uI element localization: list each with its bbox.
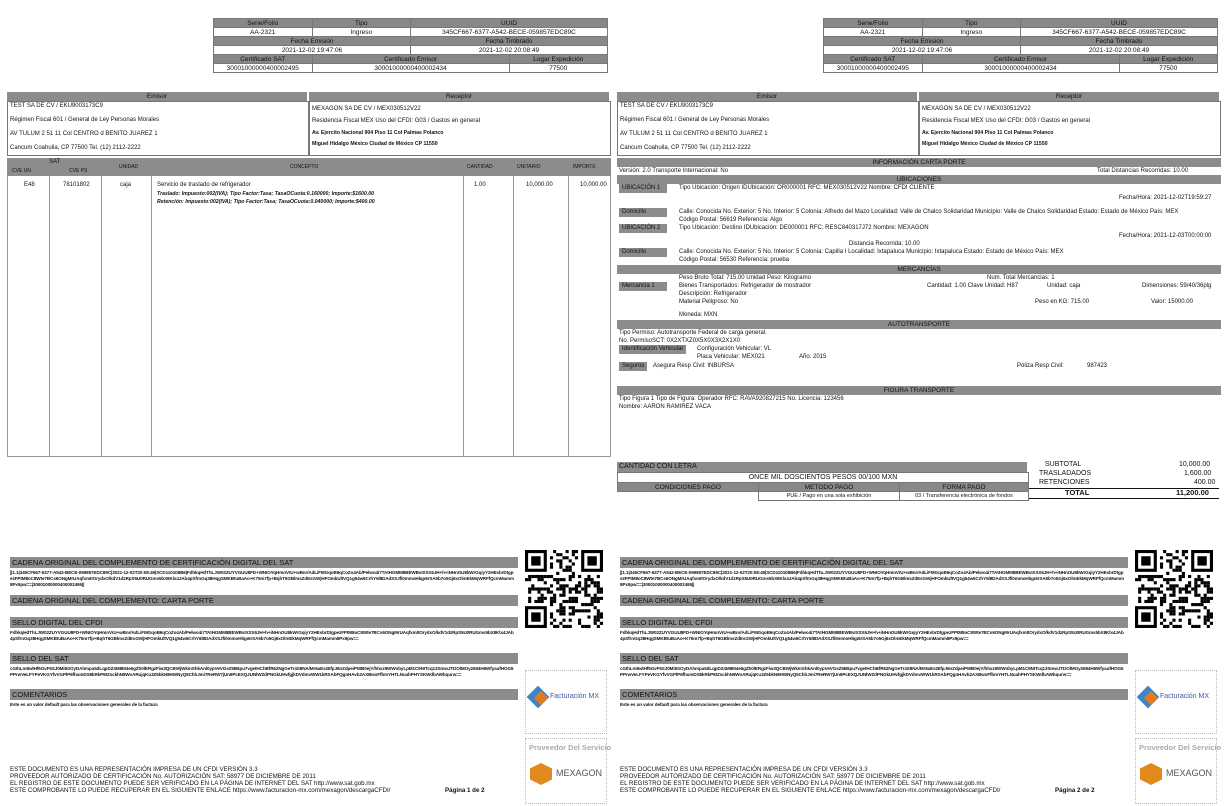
mercancias-title: MERCANCÍAS: [617, 265, 1221, 274]
cert-emisor-value: 30001000000400002434: [312, 64, 509, 73]
fecha-emision-value: 2021-12-02 19:47:06: [214, 46, 411, 55]
comentarios-title: COMENTARIOS: [620, 689, 1128, 700]
facturacion-logo-text: Facturación MX: [1160, 693, 1210, 700]
forma-value: 03 / Transferencia electrónica de fondos: [900, 492, 1029, 501]
placa: Placa Vehicular: MEX021: [697, 354, 765, 360]
row-cantidad: 1.00: [474, 182, 486, 188]
unitario-label: UNITARIO: [517, 164, 541, 170]
footer-line3: EL REGISTRO DE ESTE DOCUMENTO PUEDE SER VERIFICADO EN LA PÁGINA DE INTERNET DEL SAT http://www.sat.gob.mx: [620, 780, 985, 787]
autotransporte-title: AUTOTRANSPORTE: [617, 320, 1221, 329]
receptor-line3: Av. Ejercito Nacional 904 Piso 11 Col Palmas Polanco: [312, 130, 444, 136]
serie-label: Serie/Folio: [214, 19, 313, 28]
emisor-line2: Régimen Fiscal 601 / General de Ley Personas Morales: [620, 117, 770, 123]
proveedor-logo: [525, 738, 611, 804]
peso-kg: Peso en KG: 715.00: [1035, 299, 1090, 305]
fecha-emision-value: 2021-12-02 19:47:06: [824, 46, 1021, 55]
row-importe: 10,000.00: [580, 182, 607, 188]
emisor-line1: TEST SA DE CV / EKU9003173C9: [620, 103, 713, 109]
comentarios-text: Este es un valor default para las observaciones generales de la factura: [620, 702, 768, 707]
cadena-cp-title: CADENA ORIGINAL DEL COMPLEMENTO: CARTA PORTE: [10, 595, 518, 606]
domicilio1-label: Domicilio: [619, 208, 667, 217]
facturacion-logo-text: Facturación MX: [550, 693, 600, 700]
receptor-title: Receptor: [919, 92, 1219, 101]
sat-label: SAT: [49, 159, 61, 165]
fecha-emision-label: Fecha Emisión: [214, 37, 411, 46]
unidad-line: Unidad: caja: [1047, 283, 1081, 289]
emisor-line4: Cancum Coahuila, CP 77500 Tel. (12) 2112-2222: [10, 145, 141, 151]
uuid-value: 345CF667-6377-A542-BECE-059857EDC89C: [1021, 28, 1218, 37]
header-table: [213, 18, 608, 73]
receptor-line1: MEXAGON SA DE CV / MEX030512V22: [312, 106, 421, 112]
footer-line2: PROVEEDOR AUTORIZADO DE CERTIFICACIÓN No. AUTORIZACIÓN SAT: 58977 DE DICIEMBRE DE 2011: [620, 773, 926, 780]
cadena-text: ||1.1|345CF667-6377-A542-BECE-059857EDC89C|2021-12-02T20:08:49|SCD110108B6|FdhkqHdThLJW02ZUYVGUU8FD+WNIOYqHmnVrU+wBnr/AdLiFMGqoB6qCoZo4Ab/Pelwo4i7TAtHGMM8BEWBvIXSX6JH+h+iNHnOU8kWrGqiyY2HEsbrDtgpezFPtM8oC8Wte7BCs6ONgMrUAqfxmItOrydxO/kdV1dzRpS5U0RUGms5bX8Klx4JAb4pSfrnGq38HqgSMKBtuBaAo+K75m7fp+BqhT6GBlmsZdEsGWjHFOmkUltVQ1g54w6CrhY6l8DAdXSJfi0mmoHlqp6rSA5b7o5Gj6xOlmEkMqWRFfQcmMamm8Px9pw==|30001000000400002495||: [10, 570, 515, 587]
valor: Valor: 15000.00: [1151, 299, 1193, 305]
retenciones-label: RETENCIONES: [1039, 479, 1090, 486]
sello-sat-text: cGIhLm8wlHf6GvF6SJ0Mi5SOyDAhmpa5dLqpDZ4M8M4e6gZh0lERgzFiw3QCBWjWkmShkAnl0ypVeVGsZ5B6pu7vgetHChBfR62NgGeTr4S8NA/Mr6aEs2IIfpJ6nZdpeiPWB0ejY/hhxz9WWnbyLpM1C9NITcq13SmwJTDOlMOy2694H6WfyaufHOG5PPrwVeLFYPeVKGYfvVGPlP6fhumDS8kRkP6tZsckhN8WvARujqKu3Z6bkN8HWNyQ5ChhJmi7ReRW7jUn9PcEXQJUNlWZdPNGkUHvfgjkDVdmvWW1kRSAbFQgnHAvb2AXBwxFfbmYHTLNuahPHYSKWdbAWbqurw==: [620, 666, 1124, 677]
cve-ps-label: CVE PS: [69, 168, 88, 174]
row-concepto: Servicio de traslado de refrigerador: [157, 182, 251, 188]
total-value: 11,200.00: [1176, 488, 1209, 497]
tipo-label: Tipo: [312, 19, 411, 28]
conceptos-header: [7, 158, 611, 176]
receptor-line3: Av. Ejercito Nacional 904 Piso 11 Col Palmas Polanco: [922, 130, 1054, 136]
page-number-2: Página 2 de 2: [1055, 787, 1095, 794]
anio: Año: 2015: [799, 354, 827, 360]
version-line: Versión: 2.0 Transporte Internacional: No: [619, 168, 729, 174]
cert-sat-value: 30001000000400002495: [214, 64, 313, 73]
row-retencion: Retención: Impuesto:002(IVA); Tipo Factor:Tasa; TasaOCuota:0.040000; Importe:$400.00: [157, 199, 375, 205]
footer-line4: ESTE COMPROBANTE LO PUEDE RECUPERAR EN EL SIGUIENTE ENLACE https://www.facturacion-mx.com/mexagon/descargaCFDI/: [620, 787, 1001, 794]
serie-value: AA-2321: [824, 28, 923, 37]
footer-line1: ESTE DOCUMENTO ES UNA REPRESENTACIÓN IMPRESA DE UN CFDI VERSIÓN 3.3: [620, 766, 868, 773]
cert-emisor-value: 30001000000400002434: [922, 64, 1119, 73]
num-permiso: No. PermisoSCT: 0X2XTXZ0X5X0X3X2X1X0: [619, 338, 741, 344]
tipo-value: Ingreso: [922, 28, 1021, 37]
figura-line: Tipo Figura 1 Tipo de Figura: Operador RFC: RAVA920827215 No. Licencia: 123456: [619, 396, 844, 402]
num-total: Num. Total Mercancias: 1: [987, 275, 1055, 281]
serie-value: AA-2321: [214, 28, 313, 37]
sello-sat-title: SELLO DEL SAT: [10, 653, 518, 664]
sello-sat-title: SELLO DEL SAT: [620, 653, 1128, 664]
lugar-value: 77500: [1119, 64, 1218, 73]
total-label: TOTAL: [1065, 488, 1090, 497]
permiso: Tipo Permiso: Autotransporte Federal de carga general.: [619, 330, 767, 336]
ubicacion2-label: UBICACIÓN 2: [619, 224, 667, 233]
row-cve-un: E48: [24, 182, 35, 188]
uuid-label: UUID: [1021, 19, 1218, 28]
traslados-value: 1,600.00: [1184, 470, 1212, 477]
metodo-value: PUE / Pago en una sola exhibición: [759, 492, 900, 501]
fecha-timbrado-value: 2021-12-02 20:08:49: [411, 46, 608, 55]
domicilio1-line1: Calle: Conocida No. Exterior: 5 No. Interior: 5 Colonia: Alfredo del Mazo Localidad: Valle de Chalco Solidaridad Municipio: Valle de Chalco Solidaridad Estado: Estado de México País: MEX: [679, 209, 1179, 215]
mercancia-label: Mercancia 1: [619, 282, 667, 291]
mexagon-text: MEXAGON: [556, 768, 603, 778]
descripcion: Descripción: Refrigerador: [679, 291, 748, 297]
receptor-line2: Residencia Fiscal MEX Uso del CFDI: G03 / Gastos en general: [312, 118, 481, 124]
pago-table: [617, 482, 1029, 501]
fecha-emision-label: Fecha Emisión: [824, 37, 1021, 46]
metodo-label: METODO PAGO: [759, 483, 900, 492]
header-table: [823, 18, 1218, 73]
cert-sat-label: Certificado SAT: [824, 55, 923, 64]
receptor-line4: Miguel Hidalgo México Ciudad de México CP 11550: [312, 141, 438, 147]
receptor-line2: Residencia Fiscal MEX Uso del CFDI: G03 / Gastos en general: [922, 118, 1091, 124]
lugar-value: 77500: [509, 64, 608, 73]
subtotal-value: 10,000.00: [1179, 461, 1211, 468]
footer-line2: PROVEEDOR AUTORIZADO DE CERTIFICACIÓN No. AUTORIZACIÓN SAT: 58977 DE DICIEMBRE DE 2011: [10, 773, 316, 780]
receptor-box: [919, 101, 1221, 156]
domicilio2-line1: Calle: Conocida No. Exterior: 5 No. Interior: 5 Colonia: Capilla I Localidad: Ixtapaluca Municipio: Ixtapaluca Estado: Estado de México País: MEX: [679, 249, 1064, 255]
row-unidad: caja: [120, 182, 132, 188]
tipo-value: Ingreso: [312, 28, 411, 37]
emisor-line1: TEST SA DE CV / EKU9003173C9: [10, 103, 103, 109]
footer-line4: ESTE COMPROBANTE LO PUEDE RECUPERAR EN EL SIGUIENTE ENLACE https://www.facturacion-mx.com/mexagon/descargaCFDI/: [10, 787, 391, 794]
importe-label: IMPORTE: [573, 164, 596, 170]
ubicacion1-label: UBICACIÓN 1: [619, 184, 667, 193]
cantidad-letra-label: CANTIDAD CON LETRA: [617, 462, 1027, 472]
invoice-page-1: [7, 0, 611, 806]
poliza-value: 987423: [1087, 363, 1108, 369]
sello-cfdi-text: FdhkqHdThLJW02ZUYVGUU8FD+WNIOYqHmnVrU+wBnr/AdLiFMGqoB6qCoZo4Ab/Pelwo4i7TAtHGMM8BEWBvIXSX6JH+h+iNHnOU8kWrGqiyY2HEsbrDtgpezFPtM8oC8Wte7BCs6ONgMrUAqfxmItOrydxO/kdV1dzRpS5U0RUGms5bX8Klx4JAb4pSfrnGq38HqgSMKBtuBaAo+K75m7fp+BqhT6GBlmsZdEsGWjHFOmkUltVQ1g54w6CrhY6l8DAdXSJfi0mmoHlqp6rSA5b7o5Gj6xOlmEkMqWRFfQcmMamm8Px9pw==: [620, 630, 1124, 641]
cert-emisor-label: Certificado Emisor: [922, 55, 1119, 64]
facturacion-logo: [1135, 670, 1217, 734]
emisor-box: [7, 101, 309, 156]
cve-un-label: CVE UN: [12, 168, 31, 174]
footer: [620, 766, 1000, 794]
figura-title: FIGURA TRANSPORTE: [617, 386, 1221, 395]
traslados-label: TRASLADADOS: [1039, 470, 1092, 477]
cert-sat-label: Certificado SAT: [214, 55, 313, 64]
emisor-title: Emisor: [617, 92, 917, 101]
seguros-label: Seguros: [619, 362, 647, 371]
emisor-box: [617, 101, 919, 156]
ubicacion2-fecha: Fecha/Hora: 2021-12-03T00:00:00: [1119, 233, 1212, 239]
domicilio2-label: Domicilio: [619, 248, 667, 257]
emisor-line3: AV TULUM 2 51 11 Col CENTRO d BENITO JUAREZ 1: [10, 131, 158, 137]
cantidad-label: CANTIDAD: [467, 164, 493, 170]
sello-sat-text: cGIhLm8wlHf6GvF6SJ0Mi5SOyDAhmpa5dLqpDZ4M8M4e6gZh0lERgzFiw3QCBWjWkmShkAnl0ypVeVGsZ5B6pu7vgetHChBfR62NgGeTr4S8NA/Mr6aEs2IIfpJ6nZdpeiPWB0ejY/hhxz9WWnbyLpM1C9NITcq13SmwJTDOlMOy2694H6WfyaufHOG5PPrwVeLFYPeVKGYfvVGPlP6fhumDS8kRkP6tZsckhN8WvARujqKu3Z6bkN8HWNyQ5ChhJmi7ReRW7jUn9PcEXQJUNlWZdPNGkUHvfgjkDVdmvWW1kRSAbFQgnHAvb2AXBwxFfbmYHTLNuahPHYSKWdbAWbqurw==: [10, 666, 514, 677]
forma-label: FORMA PAGO: [900, 483, 1029, 492]
cert-sat-value: 30001000000400002495: [824, 64, 923, 73]
comentarios-title: COMENTARIOS: [10, 689, 518, 700]
footer: [10, 766, 390, 794]
total-row: [1029, 488, 1219, 499]
cadena-cp-title: CADENA ORIGINAL DEL COMPLEMENTO: CARTA PORTE: [620, 595, 1128, 606]
peso-bruto: Peso Bruto Total: 715.00 Unidad Peso: Kilogramo: [679, 275, 811, 281]
invoice-page-2: [617, 0, 1221, 806]
receptor-title: Receptor: [309, 92, 609, 101]
qr-code: [1135, 550, 1213, 628]
distancia: Distancia Recorrida: 10.00: [849, 241, 920, 247]
cadena-title: CADENA ORIGINAL DEL COMPLEMENTO DE CERTIFICACIÓN DIGITAL DEL SAT: [620, 557, 1128, 568]
row-unitario: 10,000.00: [526, 182, 553, 188]
ubicacion2-line: Tipo Ubicación: Destino IDUbicación: DE000001 RFC: RESC840317J72 Nombre: MEXAGON: [679, 225, 929, 231]
receptor-box: [309, 101, 611, 156]
cadena-text: ||1.1|345CF667-6377-A542-BECE-059857EDC89C|2021-12-02T20:08:49|SCD110108B6|FdhkqHdThLJW02ZUYVGUU8FD+WNIOYqHmnVrU+wBnr/AdLiFMGqoB6qCoZo4Ab/Pelwo4i7TAtHGMM8BEWBvIXSX6JH+h+iNHnOU8kWrGqiyY2HEsbrDtgpezFPtM8oC8Wte7BCs6ONgMrUAqfxmItOrydxO/kdV1dzRpS5U0RUGms5bX8Klx4JAb4pSfrnGq38HqgSMKBtuBaAo+K75m7fp+BqhT6GBlmsZdEsGWjHFOmkUltVQ1g54w6CrhY6l8DAdXSJfi0mmoHlqp6rSA5b7o5Gj6xOlmEkMqWRFfQcmMamm8Px9pw==|30001000000400002495||: [620, 570, 1125, 587]
ubicacion1-line: Tipo Ubicación: Origen IDUbicación: OR000001 RFC: MEX030512V22 Nombre: CFDI CLIENTE: [679, 185, 935, 191]
uuid-label: UUID: [411, 19, 608, 28]
lugar-label: Lugar Expedición: [1119, 55, 1218, 64]
uuid-value: 345CF667-6377-A542-BECE-059857EDC89C: [411, 28, 608, 37]
receptor-line4: Miguel Hidalgo México Ciudad de México CP 11550: [922, 141, 1048, 147]
ubicaciones-title: UBICACIONES: [617, 175, 1221, 184]
concepto-label: CONCEPTO: [290, 164, 319, 170]
comentarios-text: Este es un valor default para las observaciones generales de la factura: [10, 702, 158, 707]
receptor-line1: MEXAGON SA DE CV / MEX030512V22: [922, 106, 1031, 112]
unidad-label: UNIDAD: [119, 164, 139, 170]
qr-code: [525, 550, 603, 628]
emisor-title: Emisor: [7, 92, 307, 101]
serie-label: Serie/Folio: [824, 19, 923, 28]
total-distancias: Total Distancias Recorridas: 10.00: [1097, 168, 1189, 174]
nombre: Nombre: AARON RAMIREZ VACA: [619, 404, 711, 410]
identificacion-label: Identificación Vehicular: [619, 345, 686, 354]
fecha-timbrado-label: Fecha Timbrado: [1021, 37, 1218, 46]
domicilio1-line2: Código Postal: 56619 Referencia: Algo: [679, 217, 783, 223]
emisor-line4: Cancum Coahuila, CP 77500 Tel. (12) 2112-2222: [620, 145, 751, 151]
mexagon-text: MEXAGON: [1166, 768, 1213, 778]
moneda: Moneda: MXN: [679, 312, 718, 318]
aseguradora: Asegura Resp Civil: INBURSA: [653, 363, 735, 369]
cantidad-line: Cantidad: 1.00 Clave Unidad: H87: [927, 283, 1019, 289]
fecha-timbrado-value: 2021-12-02 20:08:49: [1021, 46, 1218, 55]
fecha-timbrado-label: Fecha Timbrado: [411, 37, 608, 46]
material: Material Peligroso: No: [679, 299, 739, 305]
bienes: Bienes Transportados: Refrigerador de mostrador: [679, 283, 812, 289]
proveedor-text: Proveedor Del Servicio: [1139, 743, 1221, 752]
page-number-1: Página 1 de 2: [445, 787, 485, 794]
proveedor-text: Proveedor Del Servicio: [529, 743, 611, 752]
row-cve-ps: 78101802: [63, 182, 90, 188]
poliza-label: Póliza Resp Civil:: [1017, 363, 1064, 369]
subtotal-label: SUBTOTAL: [1045, 461, 1082, 468]
carta-porte-title: INFORMACIÓN CARTA PORTE: [617, 158, 1221, 167]
emisor-line2: Régimen Fiscal 601 / General de Ley Personas Morales: [10, 117, 160, 123]
proveedor-logo: [1135, 738, 1221, 804]
facturacion-logo: [525, 670, 607, 734]
conceptos-body: [7, 176, 611, 457]
sello-cfdi-title: SELLO DIGITAL DEL CFDI: [10, 617, 518, 628]
tipo-label: Tipo: [922, 19, 1021, 28]
cadena-title: CADENA ORIGINAL DEL COMPLEMENTO DE CERTIFICACIÓN DIGITAL DEL SAT: [10, 557, 518, 568]
config-vehicular: Configuración Vehicular: VL: [697, 346, 772, 352]
footer-line3: EL REGISTRO DE ESTE DOCUMENTO PUEDE SER VERIFICADO EN LA PÁGINA DE INTERNET DEL SAT http://www.sat.gob.mx: [10, 780, 375, 787]
row-traslados: Traslado: Impuesto:002(IVA); Tipo Factor:Tasa; TasaOCuota:0.160000; Importe:$1600.00: [157, 191, 374, 197]
retenciones-value: 400.00: [1194, 479, 1216, 486]
emisor-line3: AV TULUM 2 51 11 Col CENTRO d BENITO JUAREZ 1: [620, 131, 768, 137]
cert-emisor-label: Certificado Emisor: [312, 55, 509, 64]
cantidad-letra: ONCE MIL DOSCIENTOS PESOS 00/100 MXN: [617, 472, 1029, 484]
ubicacion1-fecha: Fecha/Hora: 2021-12-02T19:59:27: [1119, 195, 1212, 201]
condiciones-label: CONDICIONES PAGO: [618, 483, 759, 492]
dimensiones: Dimensiones: 59/40/36plg: [1142, 283, 1212, 289]
sello-cfdi-title: SELLO DIGITAL DEL CFDI: [620, 617, 1128, 628]
domicilio2-line2: Código Postal: 56530 Referencia: prueba: [679, 257, 790, 263]
sello-cfdi-text: FdhkqHdThLJW02ZUYVGUU8FD+WNIOYqHmnVrU+wBnr/AdLiFMGqoB6qCoZo4Ab/Pelwo4i7TAtHGMM8BEWBvIXSX6JH+h+iNHnOU8kWrGqiyY2HEsbrDtgpezFPtM8oC8Wte7BCs6ONgMrUAqfxmItOrydxO/kdV1dzRpS5U0RUGms5bX8Klx4JAb4pSfrnGq38HqgSMKBtuBaAo+K75m7fp+BqhT6GBlmsZdEsGWjHFOmkUltVQ1g54w6CrhY6l8DAdXSJfi0mmoHlqp6rSA5b7o5Gj6xOlmEkMqWRFfQcmMamm8Px9pw==: [10, 630, 514, 641]
footer-line1: ESTE DOCUMENTO ES UNA REPRESENTACIÓN IMPRESA DE UN CFDI VERSIÓN 3.3: [10, 766, 258, 773]
lugar-label: Lugar Expedición: [509, 55, 608, 64]
